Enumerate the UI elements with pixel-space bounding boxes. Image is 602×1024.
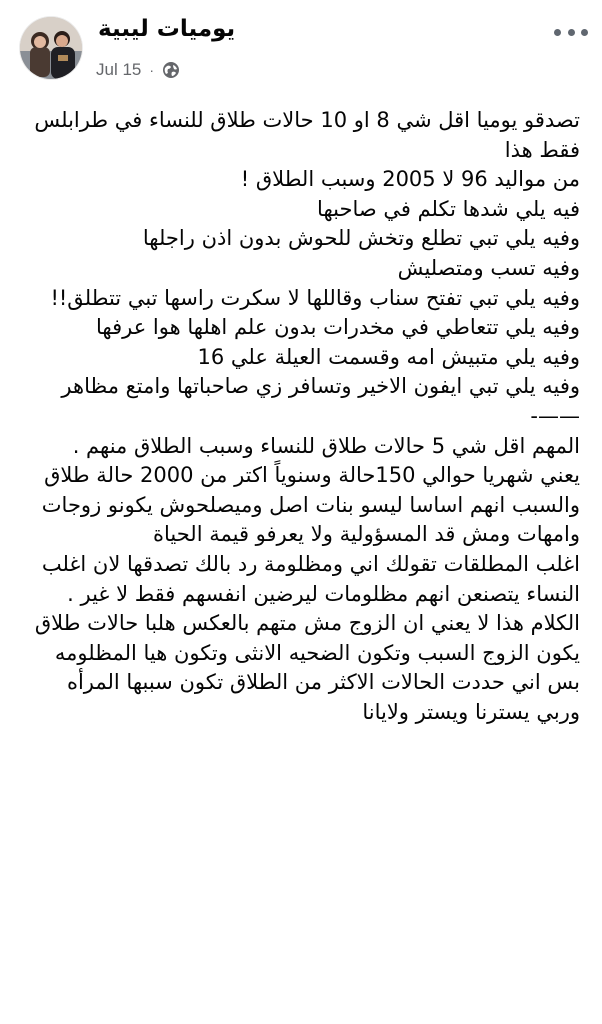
- author-name[interactable]: يوميات ليبية: [98, 16, 236, 42]
- post-date[interactable]: Jul 15: [96, 60, 142, 79]
- post-body: [20, 106, 580, 727]
- post-line: تصدقو يوميا اقل شي 8 او 10 حالات طلاق للنساء في طرابلس: [34, 108, 580, 132]
- post-line: وربي يسترنا ويستر ولايانا: [362, 699, 580, 724]
- post-line: وفيه يلي تبي ايفون الاخير وتسافر زي صاحباتها وامتع مظاهر: [61, 374, 580, 399]
- post-line: يعني شهريا حوالي 150حالة وسنوياً اكتر من 2000 حالة طلاق: [44, 463, 580, 488]
- post-line: والسبب انهم اساسا ليسو بنات اصل وميصلحوش يكونو زوجات: [41, 492, 580, 517]
- more-dot: [554, 29, 561, 36]
- post-line: فقط هذا: [504, 137, 580, 162]
- globe-icon[interactable]: [162, 61, 180, 79]
- avatar-photo-icon: [20, 17, 82, 79]
- post-line: يكون الزوج السبب وتكون الضحيه الانثى وتكون هيا المظلومه: [54, 640, 580, 665]
- post-header: [0, 0, 602, 100]
- post-line: النساء يتصنعن انهم مظلومات ليرضين انفسهم فقط لا غير .: [67, 581, 580, 606]
- post-line: من مواليد 96 لا 2005 وسبب الطلاق !: [240, 167, 580, 192]
- post-line: اغلب المطلقات تقولك اني ومظلومة رد بالك تصدقها لان اغلب: [41, 551, 580, 576]
- post-line: وفيه تسب ومتصليش: [397, 255, 580, 280]
- more-dot: [568, 29, 575, 36]
- post-meta: [96, 60, 180, 80]
- meta-separator: ·: [149, 62, 155, 78]
- post-line: الكلام هذا لا يعني ان الزوج مش متهم بالعكس هلبا حالات طلاق: [34, 611, 580, 636]
- post-line: وفيه يلي تتعاطي في مخدرات بدون علم اهلها هوا عرفها: [95, 315, 580, 340]
- post-line: فيه يلي شدها تكلم في صاحبها: [317, 196, 580, 221]
- author-avatar[interactable]: [20, 17, 82, 79]
- post-line: وامهات ومش قد المسؤولية ولا يعرفو قيمة الحياة: [153, 522, 580, 547]
- post-line: المهم اقل شي 5 حالات طلاق للنساء وسبب الطلاق منهم .: [72, 433, 580, 458]
- more-dot: [581, 29, 588, 36]
- post-divider-line: ——-: [530, 403, 580, 428]
- post-line: بس اني حددت الحالات الاكثر من الطلاق تكون سببها المرأه: [66, 670, 580, 695]
- post-line: وفيه يلي تبي تفتح سناب وقاللها لا سكرت راسها تبي تتطلق!!: [50, 285, 580, 310]
- post-line: وفيه يلي متبيش امه وقسمت العيلة علي 16: [197, 344, 580, 369]
- post-line: وفيه يلي تبي تطلع وتخش للحوش بدون اذن راجلها: [142, 226, 580, 251]
- more-options-button[interactable]: [554, 22, 588, 42]
